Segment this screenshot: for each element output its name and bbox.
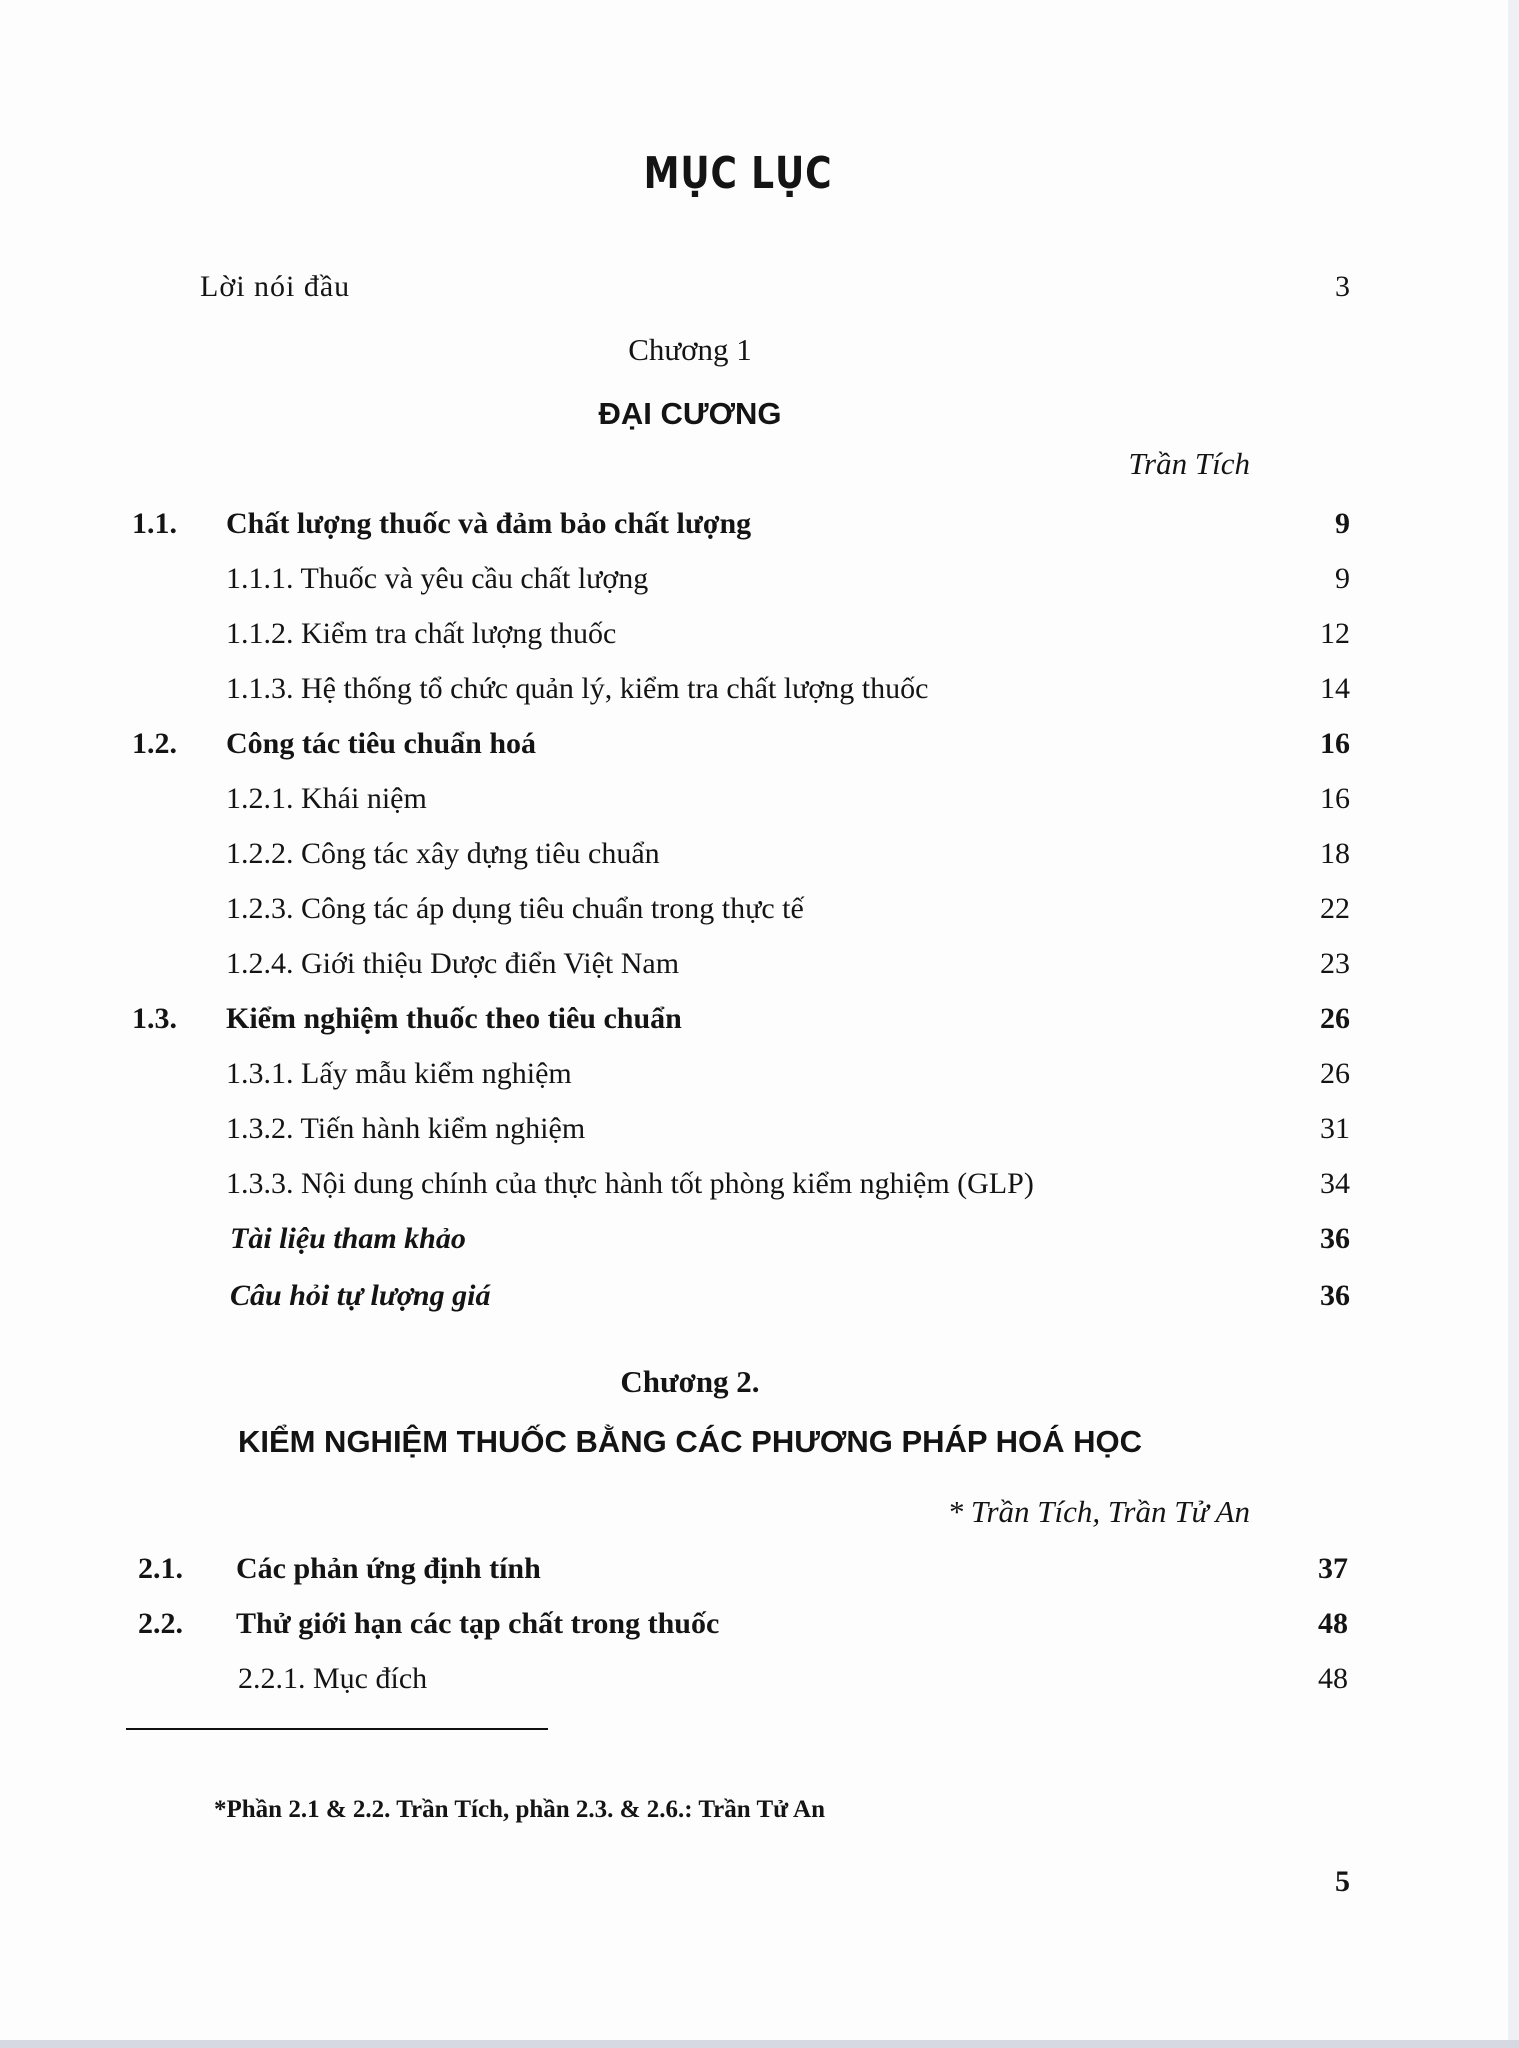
toc-entry-page: 23: [1320, 947, 1350, 980]
toc-entry: [138, 1602, 1350, 1646]
toc-entry-page: 18: [1320, 837, 1350, 870]
toc-entry-page: 36: [1320, 1279, 1350, 1312]
toc-entry-label: 1.3.1. Lấy mẫu kiểm nghiệm: [226, 1057, 572, 1090]
toc-entry-page: 16: [1320, 727, 1350, 760]
toc-entry: [226, 1162, 1350, 1206]
scan-edge-bottom: [0, 2040, 1519, 2048]
toc-entry-page: 26: [1320, 1002, 1350, 1035]
footnote-rule: [126, 1728, 548, 1730]
toc-entry-label: 1.1.1. Thuốc và yêu cầu chất lượng: [226, 562, 649, 595]
chapter1-name: ĐẠI CƯƠNG: [598, 396, 782, 431]
toc-entry: [226, 1052, 1350, 1096]
toc-entry: [226, 667, 1350, 711]
toc-entry-page: 3: [1335, 270, 1350, 303]
toc-entry-page: 9: [1335, 507, 1350, 540]
toc-entry-label: 1.1.3. Hệ thống tổ chức quản lý, kiểm tra chất lượng thuốc: [226, 672, 929, 705]
toc-entry-label: 1.3.2. Tiến hành kiểm nghiệm: [226, 1112, 586, 1145]
toc-entry-label: 2.2.1. Mục đích: [238, 1662, 428, 1695]
toc-entry: [226, 942, 1350, 986]
toc-entry: [132, 502, 1350, 546]
chapter2-name: KIỂM NGHIỆM THUỐC BẰNG CÁC PHƯƠNG PHÁP HOÁ HỌC: [237, 1424, 1143, 1459]
chapter1-author: Trần Tích: [1128, 446, 1250, 481]
toc-entry-preface: [200, 265, 1350, 309]
toc-entry-page: 22: [1320, 892, 1350, 925]
toc-entry-review-questions: [226, 1274, 1350, 1318]
toc-entry-page: 31: [1320, 1112, 1350, 1145]
toc-entry-label: 1.3.3. Nội dung chính của thực hành tốt phòng kiểm nghiệm (GLP): [226, 1167, 1034, 1200]
toc-entry-number: 2.2.: [138, 1607, 183, 1640]
toc-entry-number: 1.1.: [132, 507, 177, 540]
toc-entry: [138, 1547, 1350, 1591]
toc-entry: [226, 777, 1350, 821]
toc-entry-page: 36: [1320, 1222, 1350, 1255]
toc-entry-label: Tài liệu tham khảo: [230, 1222, 466, 1255]
toc-entry-page: 48: [1318, 1662, 1348, 1695]
toc-entry-label: Công tác tiêu chuẩn hoá: [226, 727, 537, 760]
toc-entry: [132, 722, 1350, 766]
page-title: MỤC LỤC: [643, 148, 833, 199]
toc-entry-number: 1.2.: [132, 727, 177, 760]
chapter2-heading: Chương 2.: [620, 1364, 760, 1399]
toc-entry-page: 9: [1335, 562, 1350, 595]
toc-entry-label: Các phản ứng định tính: [236, 1552, 541, 1585]
toc-entry-page: 34: [1320, 1167, 1350, 1200]
toc-entry-label: 1.2.4. Giới thiệu Dược điển Việt Nam: [226, 947, 680, 980]
chapter2-author: * Trần Tích, Trần Tử An: [947, 1494, 1250, 1529]
toc-entry-number: 2.1.: [138, 1552, 183, 1585]
toc-entry-label: Chất lượng thuốc và đảm bảo chất lượng: [226, 507, 752, 540]
footnote: *Phần 2.1 & 2.2. Trần Tích, phần 2.3. & 2.6.: Trần Tử An: [214, 1796, 825, 1823]
toc-entry-page: 14: [1320, 672, 1350, 705]
toc-entry-label: 1.2.2. Công tác xây dựng tiêu chuẩn: [226, 837, 660, 870]
toc-entry-page: 48: [1318, 1607, 1348, 1640]
toc-entry-page: 16: [1320, 782, 1350, 815]
toc-entry-page: 12: [1320, 617, 1350, 650]
toc-entry-page: 37: [1318, 1552, 1348, 1585]
toc-entry: [226, 832, 1350, 876]
toc-entry: [226, 557, 1350, 601]
page-number: 5: [1335, 1865, 1350, 1898]
toc-entry-label: Kiểm nghiệm thuốc theo tiêu chuẩn: [226, 1002, 682, 1035]
toc-entry: [226, 887, 1350, 931]
toc-entry: [226, 1107, 1350, 1151]
toc-entry-label: 1.2.1. Khái niệm: [226, 782, 427, 815]
toc-entry-page: 26: [1320, 1057, 1350, 1090]
toc-entry: [132, 997, 1350, 1041]
chapter1-heading: Chương 1: [628, 332, 752, 367]
toc-entry: [226, 612, 1350, 656]
toc-entry-label: Thử giới hạn các tạp chất trong thuốc: [236, 1607, 720, 1640]
toc-entry-label: Lời nói đầu: [200, 270, 351, 303]
toc-entry-label: Câu hỏi tự lượng giá: [230, 1279, 491, 1312]
toc-entry-label: 1.1.2. Kiểm tra chất lượng thuốc: [226, 617, 617, 650]
scan-edge-right: [1508, 0, 1519, 2048]
toc-entry: [238, 1657, 1350, 1701]
toc-entry-references: [226, 1217, 1350, 1261]
toc-entry-number: 1.3.: [132, 1002, 177, 1035]
toc-entry-label: 1.2.3. Công tác áp dụng tiêu chuẩn trong thực tế: [226, 892, 804, 925]
